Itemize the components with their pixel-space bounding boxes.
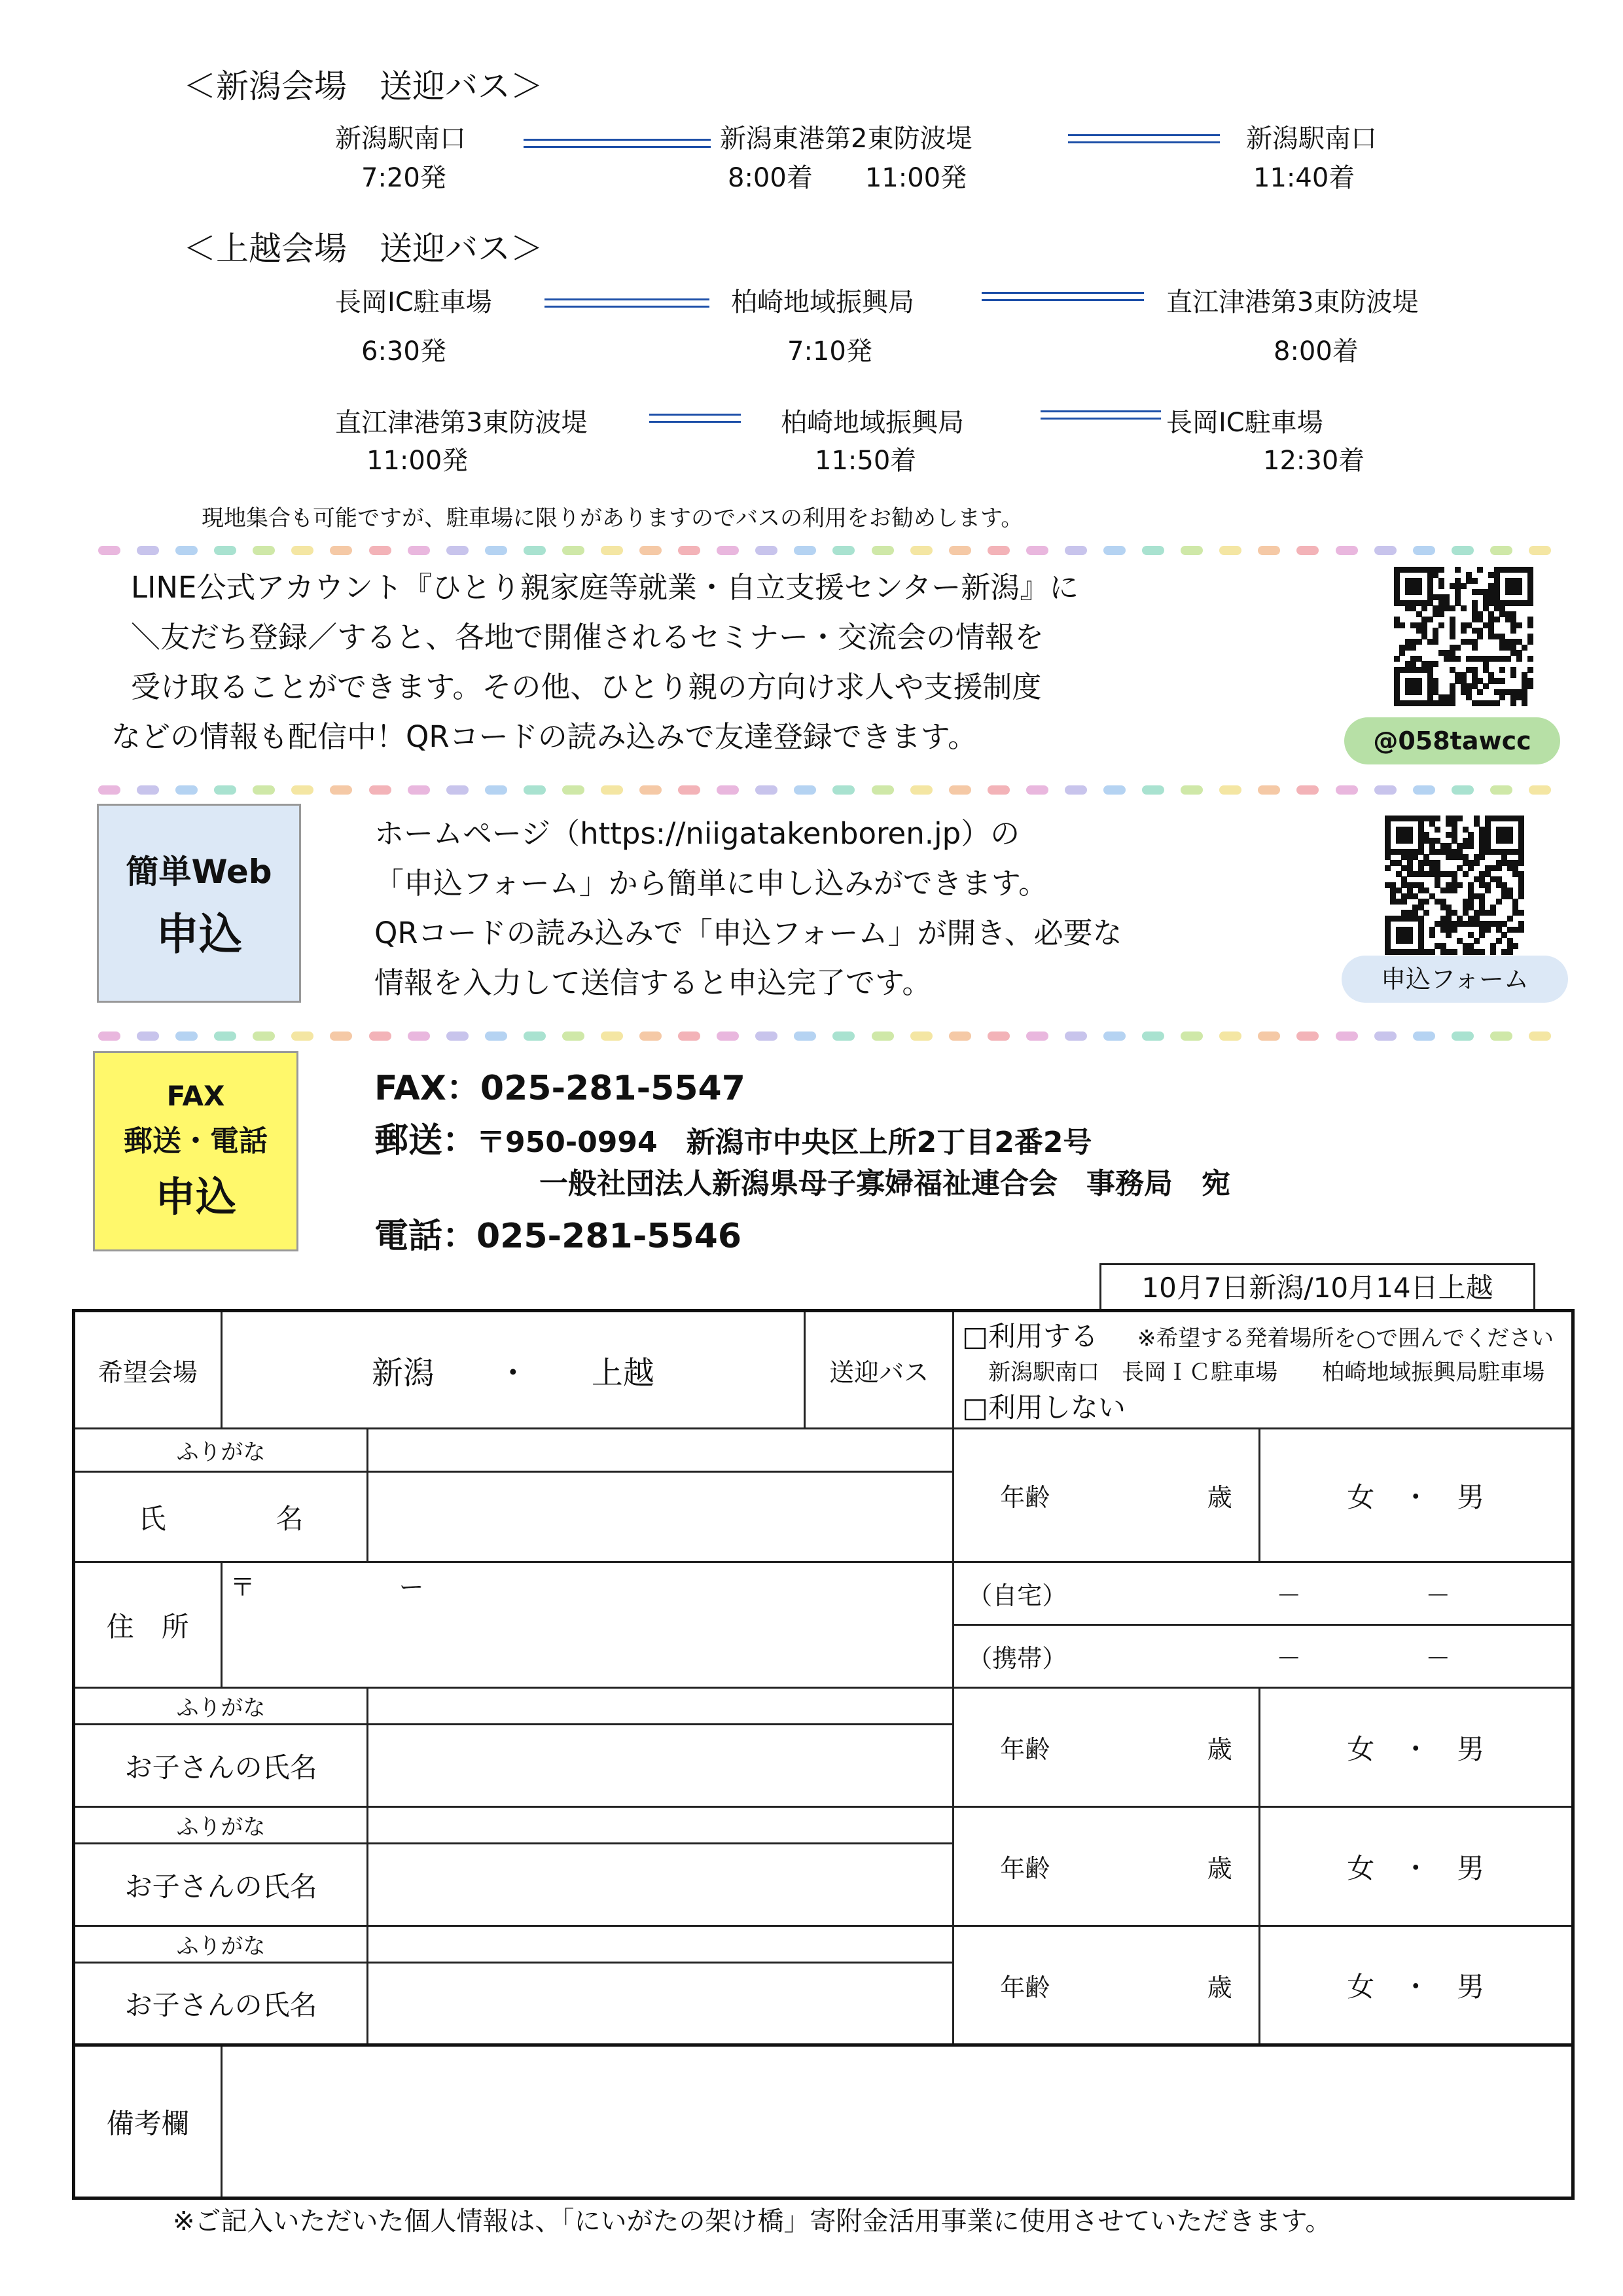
- child-name-input[interactable]: [368, 1725, 954, 1807]
- divider-dash: [369, 785, 391, 795]
- divider-dash: [988, 785, 1010, 795]
- divider-dash: [872, 546, 894, 555]
- remarks-input[interactable]: [221, 2045, 1573, 2198]
- bus-options-cell[interactable]: [954, 1311, 1573, 1429]
- venue-options-cell[interactable]: [221, 1311, 804, 1429]
- joetsu-stop-6: 長岡IC駐車場: [1166, 408, 1323, 438]
- furigana-label-cell: [74, 1688, 368, 1725]
- bus-places: 新潟駅南口 長岡ＩＣ駐車場 柏崎地域振興局駐車場: [988, 1359, 1545, 1386]
- application-form: [72, 1309, 1575, 2200]
- divider-dash: [988, 1031, 1010, 1041]
- gender-options[interactable]: 女 ・ 男: [1347, 1480, 1485, 1513]
- dotted-divider: [98, 1031, 1551, 1041]
- divider-dash: [98, 1031, 120, 1041]
- divider-dash: [832, 785, 855, 795]
- child-furigana-input[interactable]: [368, 1926, 954, 1963]
- furigana-input[interactable]: [368, 1429, 954, 1472]
- divider-dash: [1219, 546, 1241, 555]
- divider-dash: [949, 1031, 971, 1041]
- divider-dash: [137, 785, 159, 795]
- date-tag: 10月7日新潟/10月14日上越: [1099, 1263, 1535, 1311]
- name-label-cell: [74, 1472, 368, 1562]
- divider-dash: [1452, 546, 1474, 555]
- divider-dash: [562, 1031, 584, 1041]
- divider-dash: [214, 1031, 236, 1041]
- postal-dash: ー: [399, 1573, 424, 1602]
- divider-dash: [794, 785, 816, 795]
- footer-note: ※ご記入いただいた個人情報は、「にいがたの架け橋」寄附金活用事業に使用させていただきます。: [173, 2206, 1332, 2236]
- divider-dash: [1181, 546, 1203, 555]
- divider-dash: [253, 546, 275, 555]
- address-label: 住 所: [106, 1610, 189, 1643]
- divider-dash: [369, 546, 391, 555]
- fax-box-line3: 申込: [154, 1173, 236, 1221]
- home-phone-dashes: － －: [1276, 1581, 1451, 1610]
- mail-label: 郵送：: [374, 1121, 477, 1160]
- child-age-cell[interactable]: [954, 1807, 1259, 1926]
- divider-dash: [524, 546, 546, 555]
- line-qr-code[interactable]: [1394, 567, 1533, 706]
- furigana-label-cell: [74, 1807, 368, 1844]
- divider-dash: [1142, 785, 1164, 795]
- divider-dash: [1490, 546, 1512, 555]
- joetsu-stop-1: 長岡IC駐車場: [335, 287, 492, 317]
- divider-dash: [910, 785, 933, 795]
- web-box-subtitle: 申込: [156, 908, 242, 960]
- fax-line: [374, 1060, 745, 1109]
- child-furigana-input[interactable]: [368, 1688, 954, 1725]
- divider-dash: [1026, 546, 1048, 555]
- bus-label-cell: [805, 1311, 954, 1429]
- age-label: 年齢: [1000, 1973, 1050, 2002]
- name-label: 氏 名: [138, 1502, 304, 1535]
- child-gender-cell[interactable]: [1259, 1688, 1573, 1807]
- divider-dash: [175, 785, 198, 795]
- mail-line: [374, 1113, 1092, 1162]
- divider-dash: [253, 785, 275, 795]
- divider-dash: [1026, 785, 1048, 795]
- age-unit: 歳: [1207, 1483, 1232, 1512]
- gender-options[interactable]: 女 ・ 男: [1347, 1852, 1485, 1884]
- child-label-cell: [74, 1725, 368, 1807]
- divider-dash: [678, 1031, 700, 1041]
- divider-dash: [291, 785, 313, 795]
- remarks-label: 備考欄: [106, 2107, 189, 2140]
- furigana-label-cell: [74, 1926, 368, 1963]
- venue-label: 希望会場: [98, 1357, 198, 1387]
- divider-dash: [408, 785, 430, 795]
- route-line: [649, 414, 741, 423]
- divider-dash: [1336, 1031, 1358, 1041]
- divider-dash: [1296, 1031, 1319, 1041]
- divider-dash: [1258, 546, 1280, 555]
- divider-dash: [1065, 546, 1087, 555]
- divider-dash: [214, 546, 236, 555]
- age-unit: 歳: [1207, 1735, 1232, 1764]
- child-label-cell: [74, 1844, 368, 1926]
- divider-dash: [1413, 785, 1435, 795]
- child-name-input[interactable]: [368, 1963, 954, 2045]
- divider-dash: [291, 546, 313, 555]
- divider-dash: [98, 785, 120, 795]
- joetsu-stop-5: 柏崎地域振興局: [781, 408, 964, 438]
- gender-options[interactable]: 女 ・ 男: [1347, 1971, 1485, 2003]
- child-label: お子さんの氏名: [124, 1751, 317, 1784]
- niigata-stop-2: 新潟東港第2東防波堤: [720, 124, 972, 154]
- divider-dash: [988, 546, 1010, 555]
- niigata-time-2: 8:00着 11:00発: [728, 163, 967, 193]
- gender-cell[interactable]: [1259, 1429, 1573, 1562]
- divider-dash: [794, 1031, 816, 1041]
- fax-number: 025-281-5547: [480, 1069, 745, 1108]
- web-form-pill[interactable]: [1342, 956, 1568, 1003]
- divider-dash: [1258, 785, 1280, 795]
- child-gender-cell[interactable]: [1259, 1926, 1573, 2045]
- divider-dash: [1181, 785, 1203, 795]
- remarks-label-cell: [74, 2045, 222, 2198]
- divider-dash: [832, 1031, 855, 1041]
- divider-dash: [755, 1031, 777, 1041]
- divider-dash: [369, 1031, 391, 1041]
- joetsu-time-5: 11:50着: [815, 446, 917, 476]
- furigana-label: ふりがな: [176, 1695, 266, 1721]
- divider-dash: [524, 785, 546, 795]
- mail-address: 〒950-0994 新潟市中央区上所2丁目2番2号: [476, 1126, 1092, 1159]
- joetsu-stop-4: 直江津港第3東防波堤: [335, 408, 588, 438]
- divider-dash: [137, 546, 159, 555]
- route-line: [544, 298, 709, 308]
- divider-dash: [1181, 1031, 1203, 1041]
- web-form-qr-code[interactable]: [1385, 816, 1524, 954]
- joetsu-bus-heading: ＜上越会場 送迎バス＞: [183, 230, 543, 268]
- bus-label: 送迎バス: [829, 1357, 929, 1387]
- divider-dash: [562, 546, 584, 555]
- dotted-divider: [98, 785, 1551, 795]
- age-label: 年齢: [1000, 1735, 1050, 1764]
- web-box-title: 簡単Web: [126, 852, 272, 891]
- venue-label-cell: [74, 1311, 222, 1429]
- age-cell[interactable]: [954, 1429, 1259, 1562]
- divider-dash: [755, 785, 777, 795]
- age-label: 年齢: [1000, 1483, 1050, 1512]
- divider-dash: [639, 546, 662, 555]
- divider-dash: [1026, 1031, 1048, 1041]
- web-text-3: QRコードの読み込みで「申込フォーム」が開き、必要な: [374, 916, 1122, 950]
- route-line: [1068, 134, 1220, 143]
- niigata-time-1: 7:20発: [361, 163, 446, 193]
- gender-options[interactable]: 女 ・ 男: [1347, 1732, 1485, 1765]
- divider-dash: [717, 1031, 739, 1041]
- divider-dash: [98, 546, 120, 555]
- niigata-bus-heading: ＜新潟会場 送迎バス＞: [183, 67, 543, 105]
- phone-label: 電話：: [374, 1217, 477, 1256]
- divider-dash: [832, 546, 855, 555]
- divider-dash: [1374, 785, 1397, 795]
- bus-not-use-checkbox[interactable]: □利用しない: [962, 1391, 1126, 1424]
- age-unit: 歳: [1207, 1973, 1232, 2002]
- divider-dash: [910, 1031, 933, 1041]
- line-text-1: LINE公式アカウント『ひとり親家庭等就業・自立支援センター新潟』に: [131, 570, 1079, 605]
- divider-dash: [485, 785, 507, 795]
- address-label-cell: [74, 1562, 222, 1688]
- divider-dash: [1065, 1031, 1087, 1041]
- age-unit: 歳: [1207, 1854, 1232, 1883]
- divider-dash: [1452, 1031, 1474, 1041]
- divider-dash: [524, 1031, 546, 1041]
- web-apply-box: [97, 804, 301, 1003]
- joetsu-time-4: 11:00発: [366, 446, 469, 476]
- divider-dash: [485, 546, 507, 555]
- address-input[interactable]: [221, 1562, 954, 1688]
- phone-number: 025-281-5546: [476, 1217, 741, 1256]
- niigata-stop-3: 新潟駅南口: [1246, 124, 1377, 154]
- line-account-pill[interactable]: [1344, 717, 1560, 764]
- divider-dash: [446, 785, 469, 795]
- web-form-label: 申込フォーム: [1380, 965, 1529, 994]
- divider-dash: [1296, 546, 1319, 555]
- furigana-label-cell: [74, 1429, 368, 1472]
- divider-dash: [330, 1031, 352, 1041]
- divider-dash: [949, 785, 971, 795]
- child-name-input[interactable]: [368, 1844, 954, 1926]
- web-text-2: 「申込フォーム」から簡単に申し込みができます。: [374, 866, 1048, 901]
- line-text-4: などの情報も配信中！QRコードの読み込みで友達登録できます。: [111, 719, 978, 754]
- divider-dash: [1103, 785, 1126, 795]
- fax-apply-box: [93, 1051, 298, 1251]
- joetsu-time-6: 12:30着: [1263, 446, 1365, 476]
- mobile-phone-cell[interactable]: [954, 1625, 1573, 1688]
- divider-dash: [601, 785, 623, 795]
- divider-dash: [408, 546, 430, 555]
- joetsu-time-2: 7:10発: [787, 336, 872, 367]
- child-label: お子さんの氏名: [124, 1870, 317, 1903]
- divider-dash: [446, 546, 469, 555]
- fax-label: FAX：: [374, 1069, 480, 1108]
- joetsu-stop-3: 直江津港第3東防波堤: [1166, 287, 1419, 317]
- home-phone-label: （自宅）: [967, 1581, 1067, 1610]
- divider-dash: [1529, 785, 1551, 795]
- child-gender-cell[interactable]: [1259, 1807, 1573, 1926]
- divider-dash: [485, 1031, 507, 1041]
- joetsu-time-3: 8:00着: [1274, 336, 1359, 367]
- phone-line: [374, 1208, 741, 1257]
- venue-options[interactable]: 新潟 ・ 上越: [371, 1354, 654, 1391]
- divider-dash: [872, 785, 894, 795]
- divider-dash: [639, 1031, 662, 1041]
- web-text-1: ホームページ（https://niigatakenboren.jp）の: [374, 816, 1020, 851]
- child-label: お子さんの氏名: [124, 1989, 317, 2021]
- divider-dash: [330, 785, 352, 795]
- divider-dash: [1374, 546, 1397, 555]
- divider-dash: [1336, 785, 1358, 795]
- age-label: 年齢: [1000, 1854, 1050, 1883]
- divider-dash: [1452, 785, 1474, 795]
- divider-dash: [1103, 546, 1126, 555]
- line-text-2: ＼友だち登録／すると、各地で開催されるセミナー・交流会の情報を: [131, 620, 1044, 655]
- niigata-time-3: 11:40着: [1253, 163, 1355, 193]
- divider-dash: [1065, 785, 1087, 795]
- divider-dash: [910, 546, 933, 555]
- bus-note: ※希望する発着場所を○で囲んでください: [1137, 1325, 1554, 1352]
- furigana-label: ふりがな: [176, 1439, 266, 1465]
- divider-dash: [1413, 546, 1435, 555]
- divider-dash: [717, 785, 739, 795]
- joetsu-time-1: 6:30発: [361, 336, 446, 367]
- bus-note: 現地集合も可能ですが、駐車場に限りがありますのでバスの利用をお勧めします。: [202, 505, 1024, 531]
- child-label-cell: [74, 1963, 368, 2045]
- mobile-phone-label: （携帯）: [967, 1644, 1067, 1673]
- divider-dash: [1142, 1031, 1164, 1041]
- divider-dash: [291, 1031, 313, 1041]
- fax-box-line2: 郵送・電話: [124, 1124, 268, 1158]
- divider-dash: [175, 1031, 198, 1041]
- mobile-phone-dashes: － －: [1276, 1644, 1451, 1673]
- name-input[interactable]: [368, 1472, 954, 1562]
- divider-dash: [872, 1031, 894, 1041]
- divider-dash: [1219, 1031, 1241, 1041]
- divider-dash: [562, 785, 584, 795]
- divider-dash: [639, 785, 662, 795]
- joetsu-stop-2: 柏崎地域振興局: [731, 287, 914, 317]
- child-age-cell[interactable]: [954, 1688, 1259, 1807]
- divider-dash: [253, 1031, 275, 1041]
- divider-dash: [330, 546, 352, 555]
- divider-dash: [1529, 546, 1551, 555]
- divider-dash: [1296, 785, 1319, 795]
- divider-dash: [1142, 546, 1164, 555]
- divider-dash: [1103, 1031, 1126, 1041]
- divider-dash: [1413, 1031, 1435, 1041]
- bus-use-checkbox[interactable]: □利用する: [962, 1319, 1098, 1352]
- divider-dash: [1490, 1031, 1512, 1041]
- divider-dash: [1529, 1031, 1551, 1041]
- furigana-label: ふりがな: [176, 1814, 266, 1840]
- child-furigana-input[interactable]: [368, 1807, 954, 1844]
- divider-dash: [794, 546, 816, 555]
- line-text-3: 受け取ることができます。その他、ひとり親の方向け求人や支援制度: [131, 670, 1042, 704]
- route-line: [524, 139, 711, 148]
- postal-mark: 〒: [230, 1573, 255, 1602]
- niigata-stop-1: 新潟駅南口: [335, 124, 466, 154]
- divider-dash: [601, 546, 623, 555]
- divider-dash: [601, 1031, 623, 1041]
- divider-dash: [755, 546, 777, 555]
- divider-dash: [1336, 546, 1358, 555]
- divider-dash: [678, 785, 700, 795]
- line-account-id: @058tawcc: [1373, 726, 1531, 755]
- divider-dash: [678, 546, 700, 555]
- route-line: [1041, 410, 1161, 420]
- divider-dash: [1490, 785, 1512, 795]
- divider-dash: [1374, 1031, 1397, 1041]
- route-line: [982, 292, 1144, 301]
- divider-dash: [1258, 1031, 1280, 1041]
- divider-dash: [1219, 785, 1241, 795]
- divider-dash: [408, 1031, 430, 1041]
- divider-dash: [717, 546, 739, 555]
- divider-dash: [949, 546, 971, 555]
- divider-dash: [446, 1031, 469, 1041]
- home-phone-cell[interactable]: [954, 1562, 1573, 1625]
- mail-recipient: 一般社団法人新潟県母子寡婦福祉連合会 事務局 宛: [539, 1167, 1230, 1200]
- dotted-divider: [98, 546, 1551, 555]
- divider-dash: [175, 546, 198, 555]
- divider-dash: [137, 1031, 159, 1041]
- furigana-label: ふりがな: [176, 1933, 266, 1960]
- divider-dash: [214, 785, 236, 795]
- fax-box-line1: FAX: [166, 1080, 225, 1112]
- web-text-4: 情報を入力して送信すると申込完了です。: [374, 965, 932, 1000]
- child-age-cell[interactable]: [954, 1926, 1259, 2045]
